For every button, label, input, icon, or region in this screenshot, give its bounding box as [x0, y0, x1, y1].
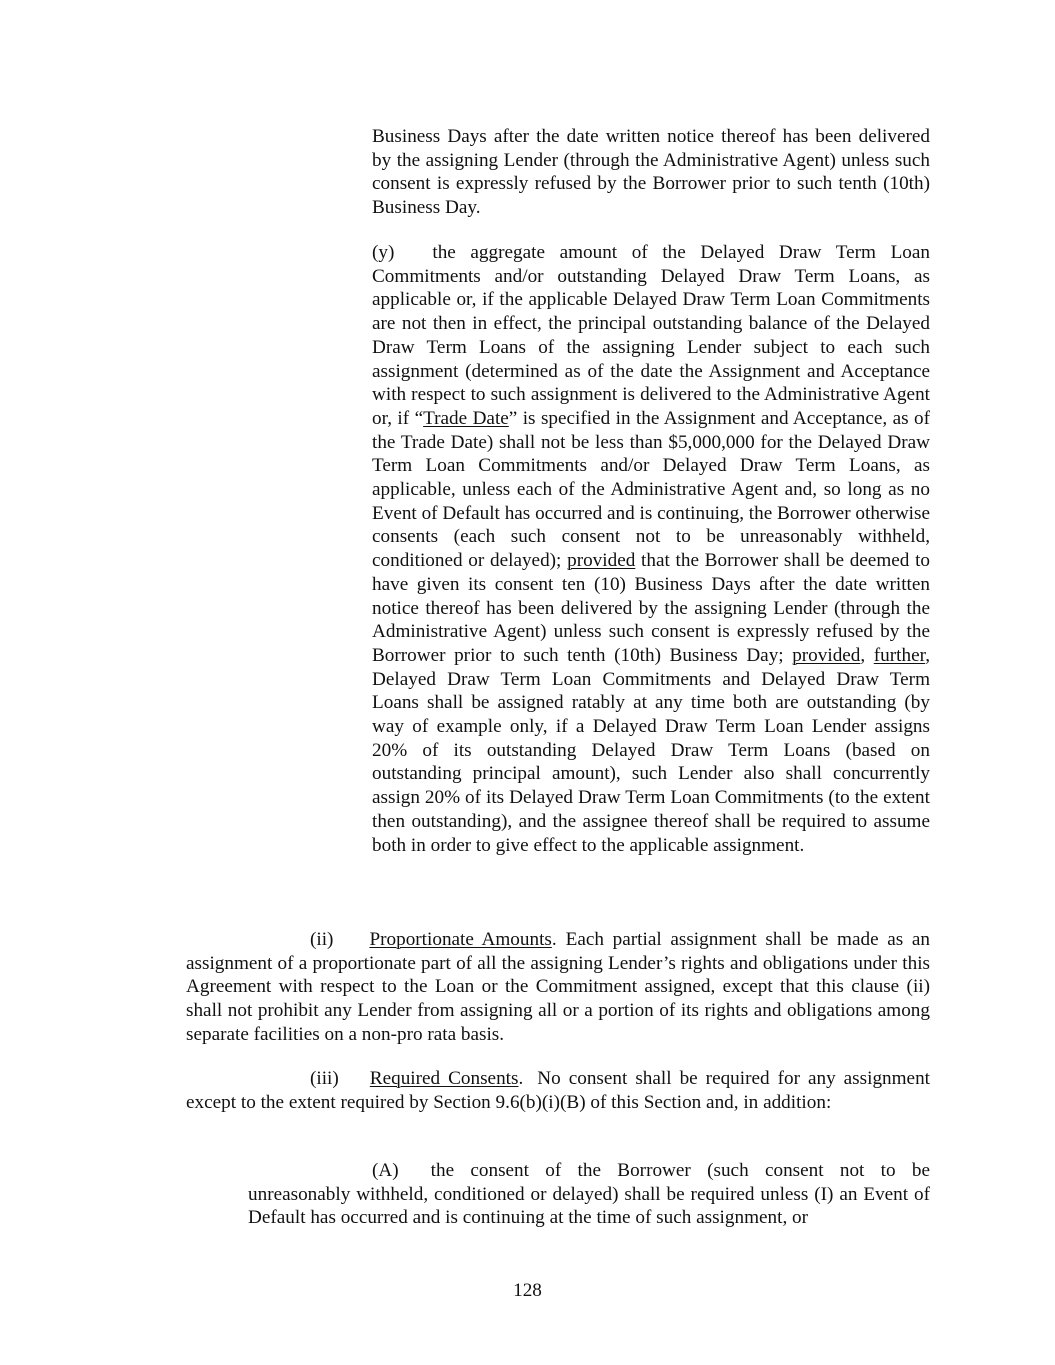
clause-ii: [186, 928, 930, 1047]
clause-y-text-part3: that the Borrower shall be deemed to have given its consent ten (10) Business Days after the date written notice thereof has been delivered by the assigning Lender (through the Administrative Agent) unless such consent is expressly refused by the Borrower prior to such tenth (10th) Business Day;: [372, 550, 931, 666]
clause-iii: [186, 1067, 930, 1114]
clause-y-comma: ,: [860, 644, 874, 666]
page-number: 128: [513, 1280, 542, 1301]
clause-iii-label: (iii): [310, 1068, 339, 1089]
trade-date-term: Trade Date: [423, 407, 509, 429]
clause-A-text: the consent of the Borrower (such consent not to be unreasonably withheld, conditioned or delayed) shall be required unless (I) an Event of Default has occurred and is continuing at the time of such assignment, or: [248, 1160, 930, 1229]
clause-iii-heading-period: .: [518, 1068, 524, 1089]
clause-y: [372, 241, 930, 857]
clause-x-continuation-text: Business Days after the date written notice thereof has been delivered by the assigning Lender (through the Administrative Agent) unless such consent is expressly refused by the Borrower prior to such tenth (10th) Business Day.: [372, 126, 930, 219]
clause-y-label: (y): [372, 242, 395, 263]
clause-y-text-part1: the aggregate amount of the Delayed Draw Term Loan Commitments and/or outstanding Delayed Draw Term Loans, as applicable or, if the applicable Delayed Draw Term Loan Commitments are not then in effect, the principal outstanding balance of the Delayed Draw Term Loans of the assigning Lender subject to each such assignment (determined as of the date the Assignment and Acceptance with respect to such assignment is delivered to the Administrative Agent or, if “: [372, 242, 930, 429]
clause-x-continuation: [372, 125, 930, 220]
clause-A-label: (A): [372, 1160, 399, 1181]
further-term: further: [873, 644, 926, 666]
provided-term-2: provided: [792, 644, 861, 666]
clause-iii-heading: Required Consents: [369, 1068, 519, 1089]
clause-ii-label: (ii): [310, 929, 334, 950]
clause-ii-heading: Proportionate Amounts: [369, 929, 552, 950]
clause-ii-text: Each partial assignment shall be made as an assignment of a proportionate part of all the assigning Lender’s rights and obligations under this Agreement with respect to the Loan or the Commitment assigned, except that this clause (ii) shall not prohibit any Lender from assigning all or a portion of its rights and obligations among separate facilities on a non-pro rata basis.: [186, 929, 931, 1045]
clause-y-text-part2: ” is specified in the Assignment and Acceptance, as of the Trade Date) shall not be less than $5,000,000 for the Delayed Draw Term Loan Commitments and/or Delayed Draw Term Loans, as applicable, unless each of the Administrative Agent and, so long as no Event of Default has occurred and is continuing, the Borrower otherwise consents (each such consent not to be unreasonably withheld, conditioned or delayed);: [372, 407, 930, 572]
clause-iii-text: No consent shall be required for any assignment except to the extent required by Section 9.6(b)(i)(B) of this Section and, in addition:: [186, 1068, 931, 1113]
clause-A: [248, 1159, 930, 1230]
provided-term-1: provided: [567, 550, 636, 572]
clause-ii-heading-period: .: [551, 929, 557, 950]
clause-y-text-part4: , Delayed Draw Term Loan Commitments and Delayed Draw Term Loans shall be assigned ratably at any time both are outstanding (by way of example only, if a Delayed Draw Term Loan Lender assigns 20% of its outstanding Delayed Draw Term Loans (based on outstanding principal amount), such Lender also shall concurrently assign 20% of its Delayed Draw Term Loan Commitments (to the extent then outstanding), and the assignee thereof shall be required to assume both in order to give effect to the applicable assignment.: [372, 644, 930, 856]
